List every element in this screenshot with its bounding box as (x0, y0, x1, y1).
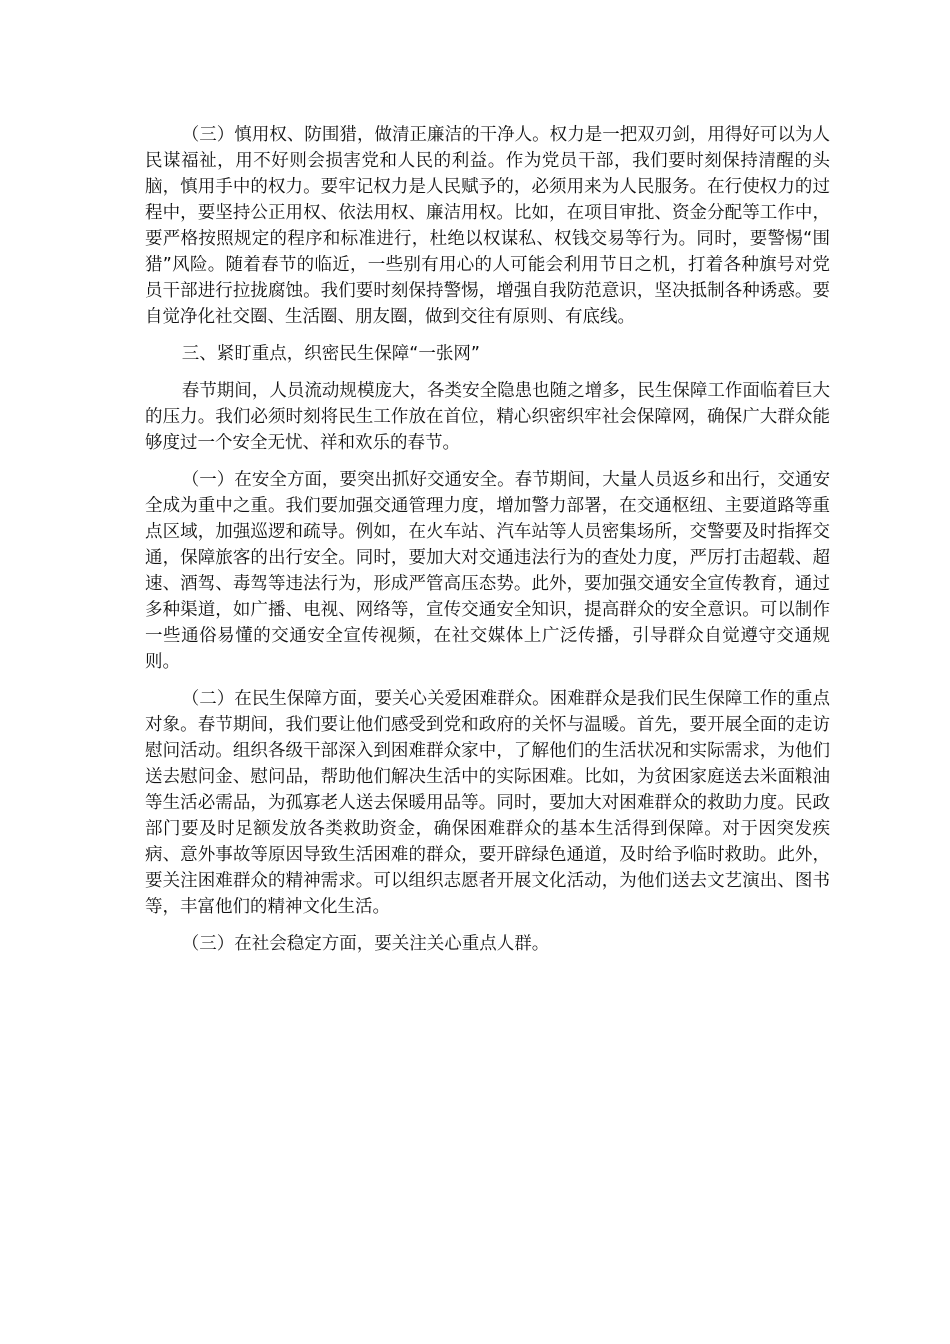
paragraph-spring-festival-intro: 春节期间，人员流动规模庞大，各类安全隐患也随之增多，民生保障工作面临着巨大的压力。我们必须时刻将民生工作放在首位，精心织密织牢社会保障网，确保广大群众能够度过一个安全无忧、祥和欢乐的春节。 (145, 381, 830, 453)
paragraph-power-integrity: （三）慎用权、防围猎，做清正廉洁的干净人。权力是一把双刃剑，用得好可以为人民谋福祉，用不好则会损害党和人民的利益。作为党员干部，我们要时刻保持清醒的头脑，慎用手中的权力。要牢记权力是人民赋予的，必须用来为人民服务。在行使权力的过程中，要坚持公正用权、依法用权、廉洁用权。比如，在项目审批、资金分配等工作中，要严格按照规定的程序和标准进行，杜绝以权谋私、权钱交易等行为。同时，要警惕“围猎”风险。随着春节的临近，一些别有用心的人可能会利用节日之机，打着各种旗号对党员干部进行拉拢腐蚀。我们要时刻保持警惕，增强自我防范意识，坚决抵制各种诱惑。要自觉净化社交圈、生活圈、朋友圈，做到交往有原则、有底线。 (145, 125, 830, 327)
paragraph-traffic-safety: （一）在安全方面，要突出抓好交通安全。春节期间，大量人员返乡和出行，交通安全成为重中之重。我们要加强交通管理力度，增加警力部署，在交通枢纽、主要道路等重点区域，加强巡逻和疏导。例如，在火车站、汽车站等人员密集场所，交警要及时指挥交通，保障旅客的出行安全。同时，要加大对交通违法行为的查处力度，严厉打击超载、超速、酒驾、毒驾等违法行为，形成严管高压态势。此外，要加强交通安全宣传教育，通过多种渠道，如广播、电视、网络等，宣传交通安全知识，提高群众的安全意识。可以制作一些通俗易懂的交通安全宣传视频，在社交媒体上广泛传播，引导群众自觉遵守交通规则。 (145, 470, 830, 672)
paragraph-livelihood-support: （二）在民生保障方面，要关心关爱困难群众。困难群众是我们民生保障工作的重点对象。春节期间，我们要让他们感受到党和政府的关怀与温暖。首先，要开展全面的走访慰问活动。组织各级干部深入到困难群众家中，了解他们的生活状况和实际需求，为他们送去慰问金、慰问品，帮助他们解决生活中的实际困难。比如，为贫困家庭送去米面粮油等生活必需品，为孤寡老人送去保暖用品等。同时，要加大对困难群众的救助力度。民政部门要及时足额发放各类救助资金，确保困难群众的基本生活得到保障。对于因突发疾病、意外事故等原因导致生活困难的群众，要开辟绿色通道，及时给予临时救助。此外，要关注困难群众的精神需求。可以组织志愿者开展文化活动，为他们送去文艺演出、图书等，丰富他们的精神文化生活。 (145, 689, 830, 917)
paragraph-social-stability: （三）在社会稳定方面，要关注关心重点人群。 (181, 934, 550, 954)
section-heading-livelihood: 三、紧盯重点，织密民生保障“一张网” (181, 344, 480, 364)
document-body (145, 122, 830, 968)
